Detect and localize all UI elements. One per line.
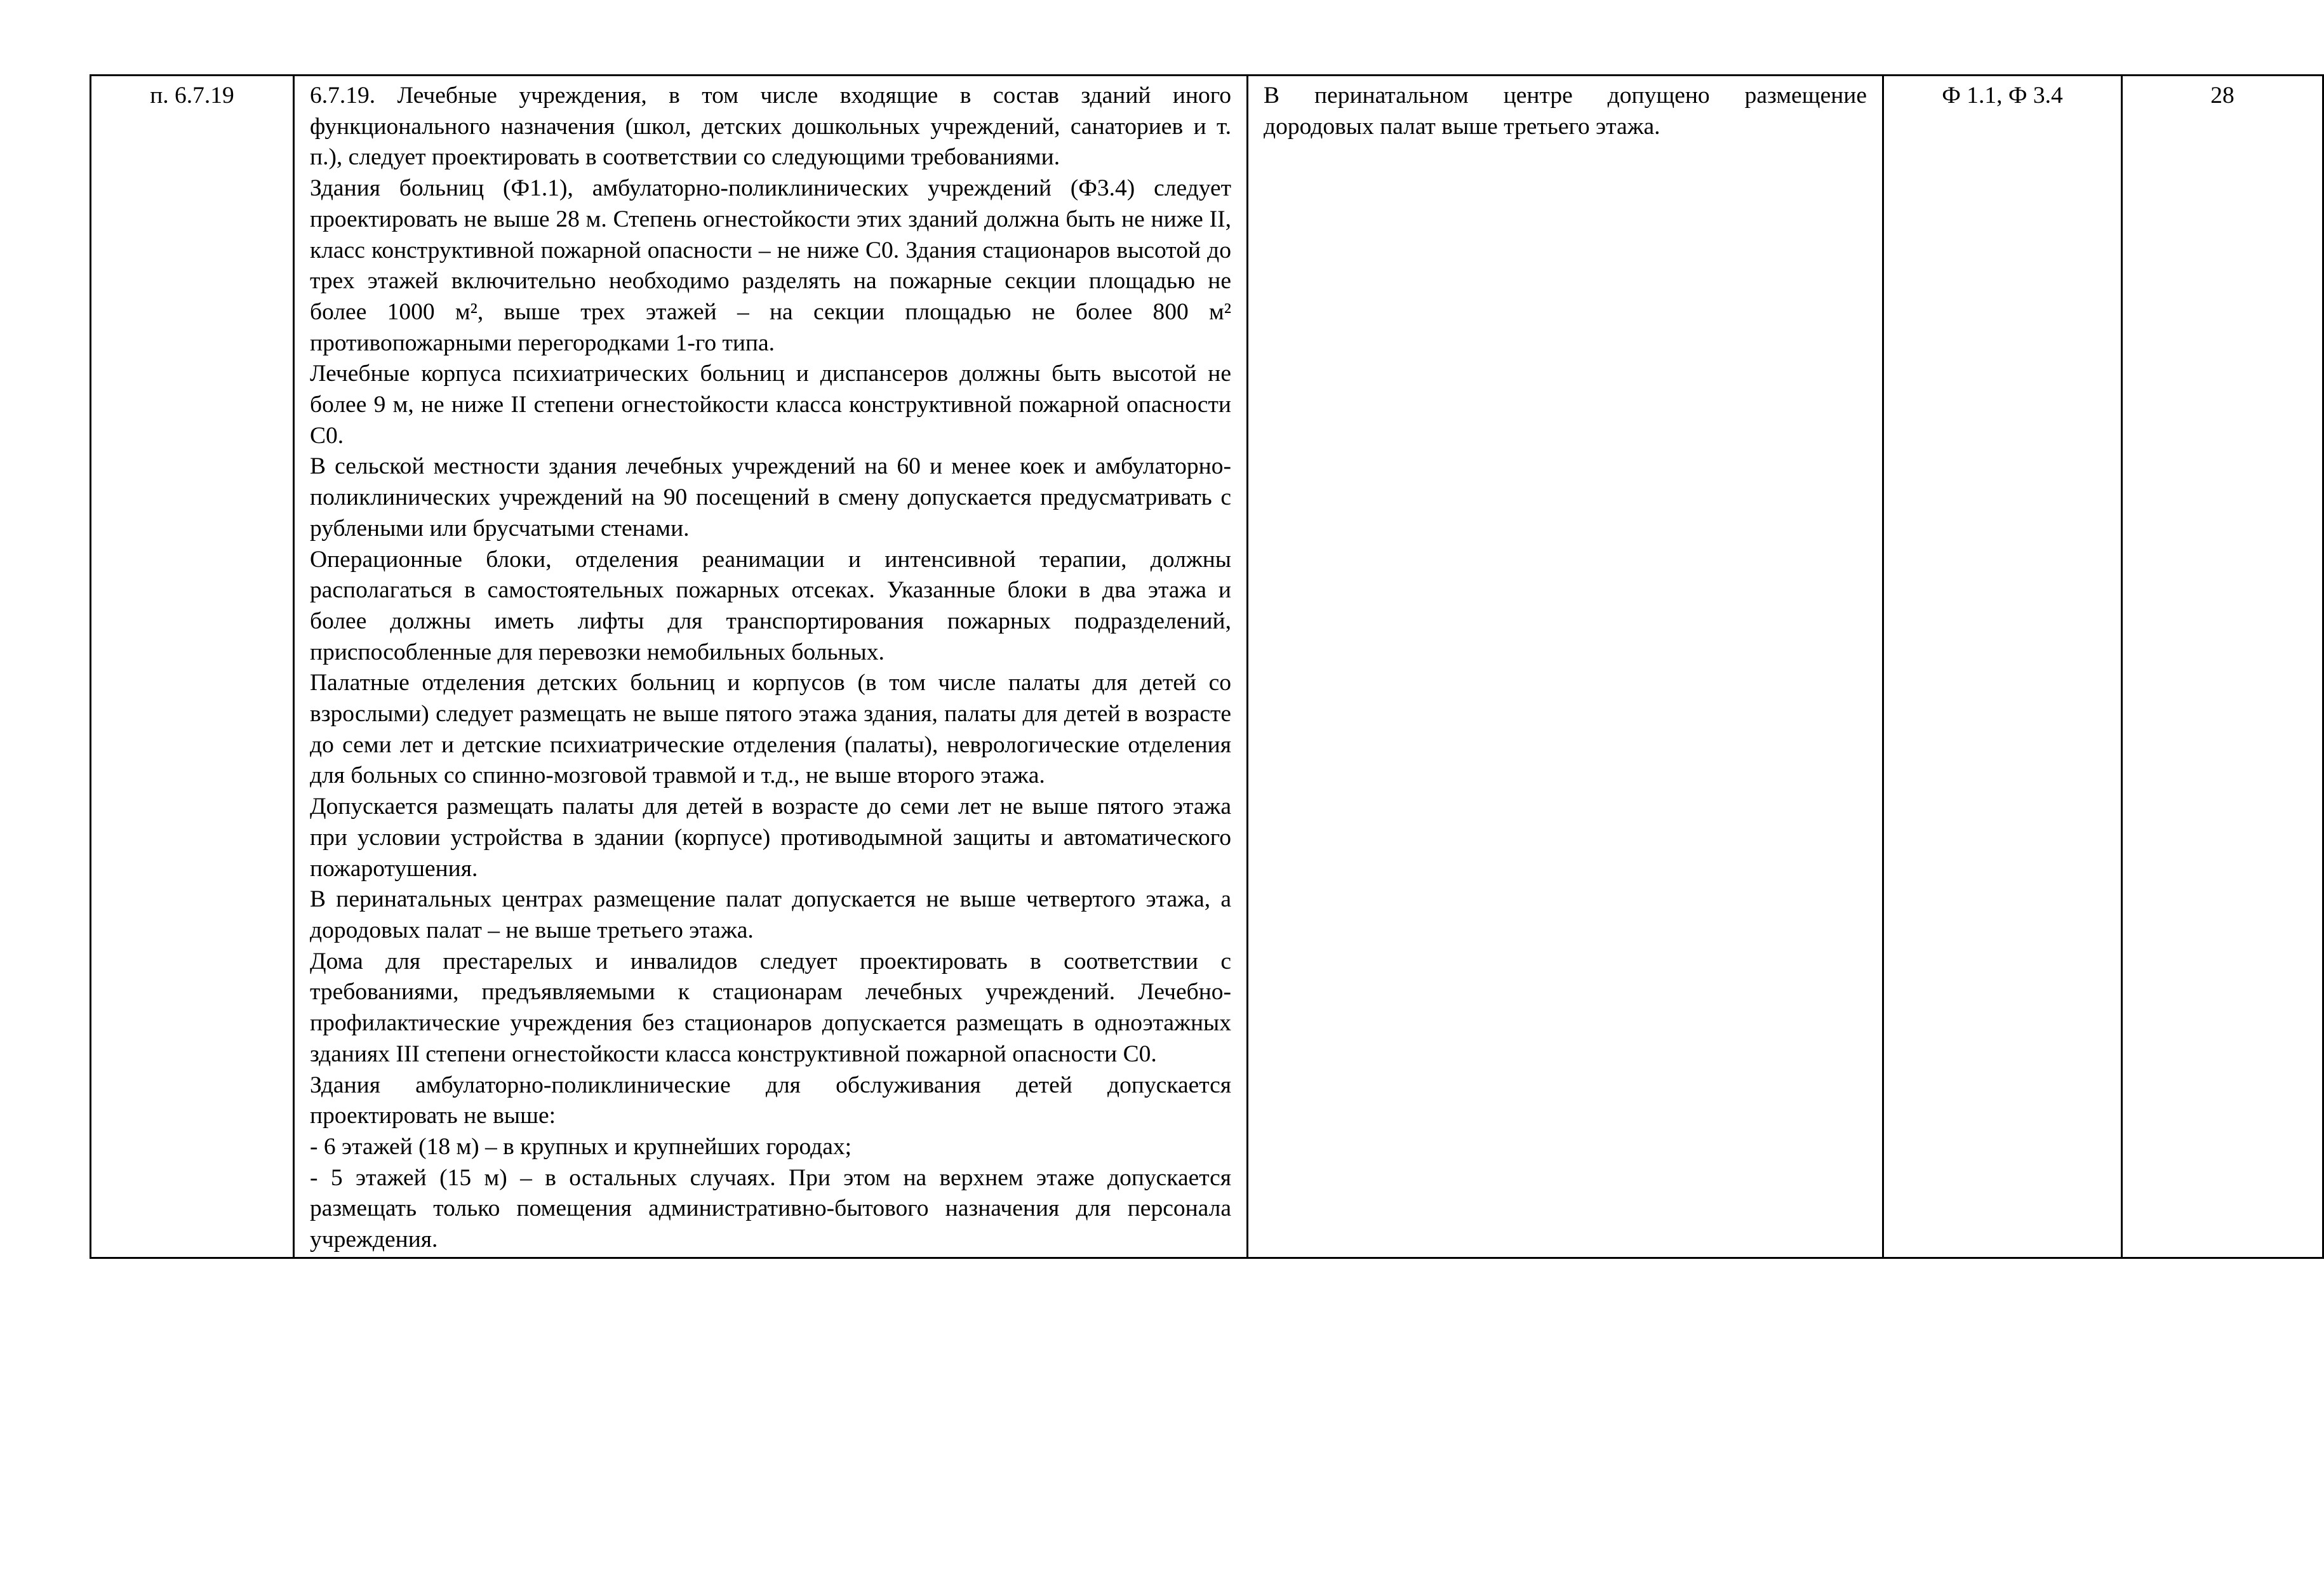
requirement-paragraph: В перинатальных центрах размещение палат допускается не выше четвертого этажа, а дородовых палат – не выше третьего этажа. xyxy=(310,886,1231,943)
requirement-text-cell xyxy=(294,76,1248,1258)
height-value-cell: 28 xyxy=(2122,76,2323,1258)
requirements-table xyxy=(90,74,2324,1259)
requirement-paragraph: Дома для престарелых и инвалидов следует проектировать в соответствии с требованиями, предъявляемыми к стационарам лечебных учреждений. Лечебно-профилактические учреждения без стационаров допускается размещать в одноэтажных зданиях III степени огнестойкости класса конструктивной пожарной опасности С0. xyxy=(310,948,1231,1067)
requirement-list-item: - 6 этажей (18 м) – в крупных и крупнейших городах; xyxy=(310,1133,852,1160)
requirement-paragraph: В сельской местности здания лечебных учреждений на 60 и менее коек и амбулаторно-поликлинических учреждений на 90 посещений в смену допускается предусматривать с рублеными или брусчатыми стенами. xyxy=(310,453,1231,542)
functional-class-cell: Ф 1.1, Ф 3.4 xyxy=(1883,76,2122,1258)
table-row xyxy=(91,76,2323,1258)
requirement-paragraph: Палатные отделения детских больниц и корпусов (в том числе палаты для детей со взрослыми) следует размещать не выше пятого этажа здания, палаты для детей в возрасте до семи лет и детские психиатрические отделения (палаты), неврологические отделения для больных со спинно-мозговой травмой и т.д., не выше второго этажа. xyxy=(310,670,1231,789)
clause-reference-cell: п. 6.7.19 xyxy=(91,76,294,1258)
deviation-note-cell: В перинатальном центре допущено размещение дородовых палат выше третьего этажа. xyxy=(1248,76,1883,1258)
requirement-paragraph: Здания амбулаторно-поликлинические для обслуживания детей допускается проектировать не выше: xyxy=(310,1072,1231,1129)
requirement-paragraph: Здания больниц (Ф1.1), амбулаторно-поликлинических учреждений (Ф3.4) следует проектировать не выше 28 м. Степень огнестойкости этих зданий должна быть не ниже II, класс конструктивной пожарной опасности – не ниже С0. Здания стационаров высотой до трех этажей включительно необходимо разделять на пожарные секции площадью не более 1000 м², выше трех этажей – на секции площадью не более 800 м² противопожарными перегородками 1-го типа. xyxy=(310,175,1231,356)
requirement-paragraph: 6.7.19. Лечебные учреждения, в том числе входящие в состав зданий иного функционального назначения (школ, детских дошкольных учреждений, санаториев и т. п.), следует проектировать в соответствии со следующими требованиями. xyxy=(310,83,1231,171)
requirement-list-item: - 5 этажей (15 м) – в остальных случаях. При этом на верхнем этаже допускается размещать только помещения административно-бытового назначения для персонала учреждения. xyxy=(310,1164,1231,1253)
requirement-paragraph: Операционные блоки, отделения реанимации и интенсивной терапии, должны располагаться в самостоятельных пожарных отсеках. Указанные блоки в два этажа и более должны иметь лифты для транспортирования пожарных подразделений, приспособленные для перевозки немобильных больных. xyxy=(310,546,1231,665)
requirement-paragraph: Лечебные корпуса психиатрических больниц и диспансеров должны быть высотой не более 9 м, не ниже II степени огнестойкости класса конструктивной пожарной опасности С0. xyxy=(310,361,1231,449)
requirement-paragraph: Допускается размещать палаты для детей в возрасте до семи лет не выше пятого этажа при условии устройства в здании (корпусе) противодымной защиты и автоматического пожаротушения. xyxy=(310,794,1231,882)
